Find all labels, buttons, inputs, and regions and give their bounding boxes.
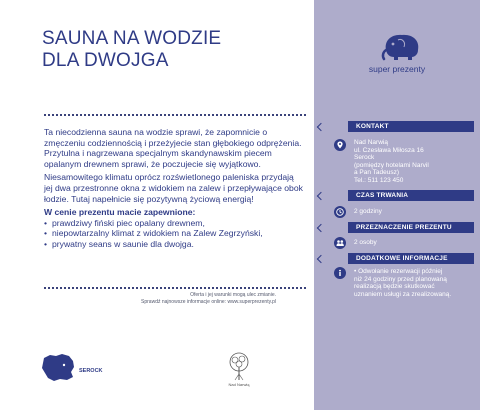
przeznaczenie-header: PRZEZNACZENIE PREZENTU — [348, 222, 474, 233]
kontakt-line: ul. Czesława Miłosza 16 — [354, 146, 424, 154]
title-line-2: DLA DWOJGA — [42, 50, 169, 71]
list-item: • prywatny seans w saunie dla dwojga. — [44, 239, 304, 250]
kontakt-header: KONTAKT — [348, 121, 474, 132]
poland-map-icon — [40, 352, 76, 382]
dodatkowe-header: DODATKOWE INFORMACJE — [348, 253, 474, 264]
kontakt-line: Nad Narwią — [354, 139, 388, 146]
description-paragraph-1: Ta niecodzienna sauna na wodzie sprawi, że zapomnicie o zmęczeniu codziennością i przeżyjecie stan głębokiego odprężenia. Przytulna i nagrzewana specjalnym skandynawskim piecem opalanym drewnem sprawi, że poczujecie się wyjątkowo. — [44, 127, 302, 169]
tree-logo-label: Nad Narwią — [228, 382, 250, 387]
kontakt-line: (pomiędzy hotelami Narvil — [354, 161, 429, 169]
page-title — [42, 28, 221, 72]
list-item: • prawdziwy fiński piec opalany drewnem, — [44, 218, 304, 229]
dodatkowe-line: realizacją będzie skutkować — [354, 283, 435, 291]
dodatkowe-line: uznaniem usługi za zrealizowaną. — [354, 290, 452, 298]
clock-icon — [334, 206, 346, 218]
map-location-label: SEROCK — [79, 368, 103, 374]
list-item: • niepowtarzalny klimat z widokiem na Zalew Zegrzyński, — [44, 228, 304, 239]
przeznaczenie-value: 2 osoby — [354, 239, 377, 246]
offer-note-line-2: Sprawdź najnowsze informacje online: www.superprezenty.pl — [141, 299, 276, 305]
tree-logo-icon — [226, 352, 252, 382]
dotted-divider-top — [44, 114, 306, 116]
location-pin-icon — [334, 139, 346, 151]
brand-name: super prezenty — [368, 64, 426, 74]
kontakt-phone: Tel.: 511 123 450 — [354, 176, 404, 184]
title-line-1: SAUNA NA WODZIE — [42, 28, 222, 49]
kontakt-line: Serock — [354, 154, 375, 162]
dodatkowe-details — [354, 268, 474, 298]
dodatkowe-line: • Odwołanie rezerwacji później — [354, 268, 443, 275]
offer-note-line-1: Oferta i jej warunki mogą ulec zmianie. — [190, 292, 276, 298]
kontakt-details — [354, 139, 474, 185]
included-list-title: W cenie prezentu macie zapewnione: — [44, 207, 196, 218]
included-list — [44, 218, 304, 250]
czas-value: 2 godziny — [354, 208, 382, 215]
people-icon — [334, 237, 346, 249]
offer-note — [76, 292, 276, 306]
dodatkowe-line: niż 24 godziny przed planowaną — [354, 275, 447, 283]
info-icon — [334, 267, 346, 279]
elephant-logo-icon — [378, 30, 426, 62]
description — [44, 127, 304, 250]
dotted-divider-bottom — [44, 287, 306, 289]
czas-header: CZAS TRWANIA — [348, 190, 474, 201]
kontakt-line: a Pan Tadeusz) — [354, 169, 400, 177]
description-paragraph-2: Niesamowitego klimatu oprócz rozświetlonego paleniska przydają jej dwa przestronne okna z widokiem na zalew i przepływające obok łodzie. Tutaj napełnicie się pozytywną życiową energią! — [44, 172, 303, 204]
